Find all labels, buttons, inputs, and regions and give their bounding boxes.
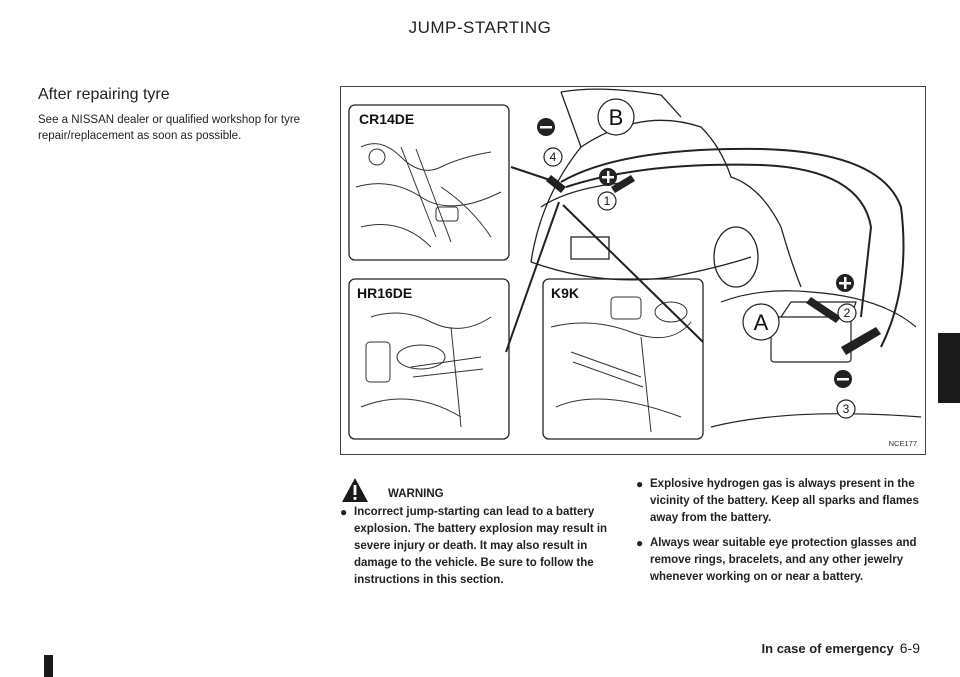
warning-bullet-1: ● Incorrect jump-starting can lead to a battery explosion. The battery explosion may result in severe injury or death. It may also result in damage to the vehicle. Be sure to follow the instructions in this section. <box>340 505 608 586</box>
page-footer <box>762 640 920 656</box>
battery-a <box>711 291 921 427</box>
jump-start-figure <box>340 86 926 455</box>
warning-bullet-2: ● Explosive hydrogen gas is always present in the vicinity of the battery. Keep all sparks and flames away from the battery. <box>636 477 919 524</box>
section-body: See a NISSAN dealer or qualified workshop for tyre repair/replacement as soon as possible. <box>38 114 301 142</box>
vehicle-outline <box>531 89 801 287</box>
inset-label-k9k: K9K <box>551 285 580 301</box>
bullet-marker: ● <box>340 505 348 519</box>
footer-page-number: 6-9 <box>899 640 920 656</box>
inset-label-hr16de: HR16DE <box>357 285 413 301</box>
inset-hr16de-frame <box>349 279 509 439</box>
section-heading: After repairing tyre <box>38 86 170 103</box>
bullet-marker: ● <box>636 477 644 491</box>
footer-chapter: In case of emergency <box>761 641 894 656</box>
warning-title: WARNING <box>388 488 444 500</box>
chapter-side-tab <box>938 333 960 403</box>
inset-label-cr14de: CR14DE <box>359 111 415 127</box>
bullet-marker: ● <box>636 536 644 550</box>
figure-code: NCE177 <box>888 439 917 448</box>
callout-4: 4 <box>549 150 557 164</box>
corner-mark <box>44 655 53 677</box>
callout-3: 3 <box>842 402 850 416</box>
page-header-title: JUMP-STARTING <box>408 18 552 37</box>
vehicle-a-label: A <box>753 310 769 335</box>
warning-bullet-3: ● Always wear suitable eye protection glasses and remove rings, bracelets, and any other jewelry whenever working on or near a battery. <box>636 536 917 583</box>
warning-icon <box>340 476 370 504</box>
callout-2: 2 <box>843 306 851 320</box>
callout-1: 1 <box>603 194 611 208</box>
vehicle-b-label: B <box>608 105 624 130</box>
jump-start-illustration <box>341 87 927 456</box>
